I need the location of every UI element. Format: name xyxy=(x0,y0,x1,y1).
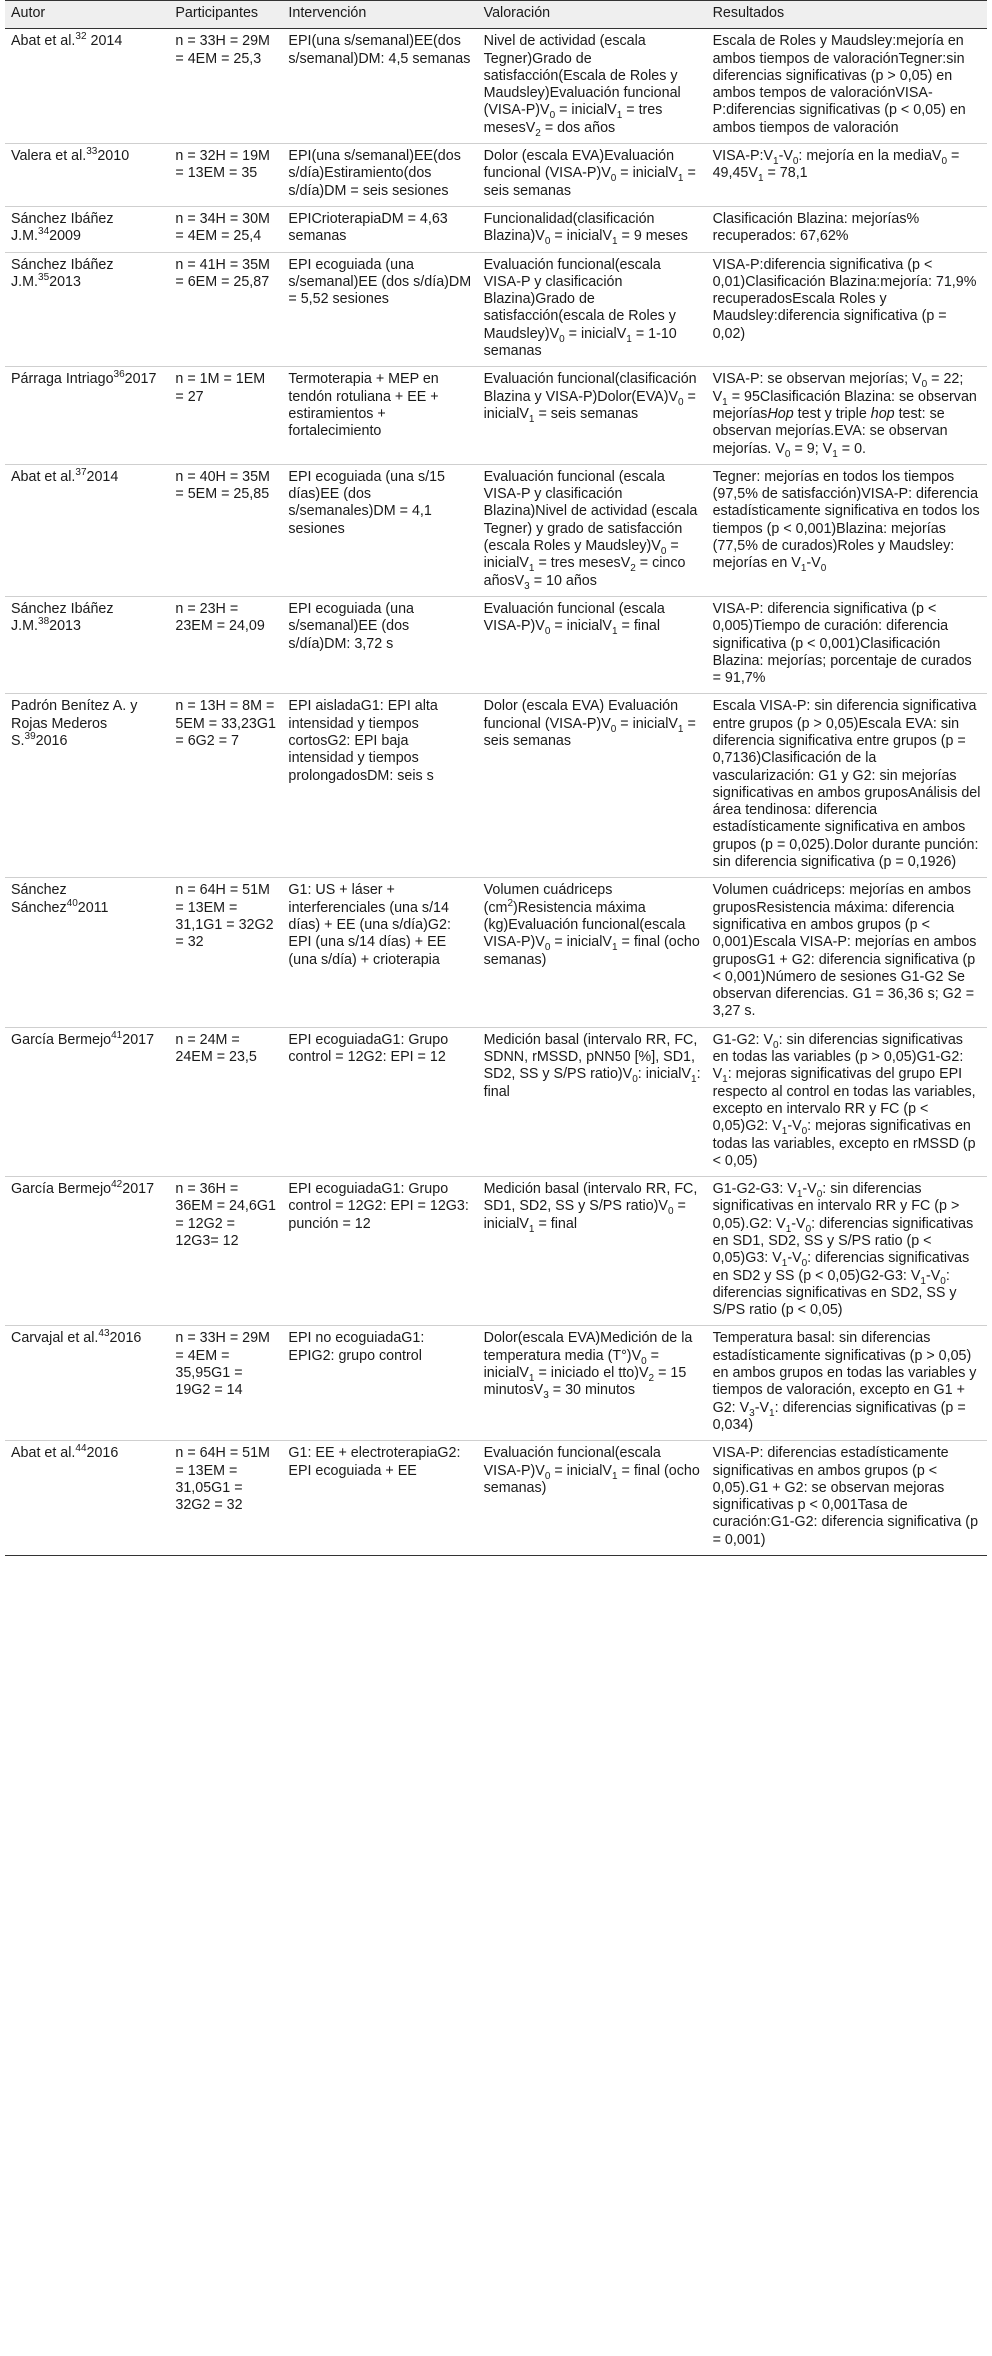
cell-valoracion: Dolor (escala EVA)Evaluación funcional $(VISA-P)V_0$ = inicialV$_1$ = seis semanas xyxy=(478,144,707,207)
cell-resultados: Escala VISA-P: sin diferencia significativa entre grupos (p > 0,05)Escala EVA: sin diferencia significativa entre grupos (p = 0,7136)Clasificación de la vascularización: G1 y G2: sin mejorías significativas en ambos gruposAnálisis del área tendinosa: diferencia estadísticamente significativa en ambos grupos (p = 0,025).Dolor durante punción: sin diferencia significativa (p = 0,1926) xyxy=(707,694,987,878)
cell-autor: Sánchez Ibáñez J.M.$^{35}$2013 xyxy=(5,252,169,367)
cell-participantes: n = 33H = 29M = 4EM = 35,95G1 = 19G2 = 14 xyxy=(169,1326,282,1441)
header-participantes: Participantes xyxy=(169,1,282,29)
cell-valoracion: Dolor(escala EVA)Medición de la temperatura media $(T^\circ)V_0$ = inicialV$_1$ = iniciado el $tto)V_2 = 15$ minutosV$_3$ = 30 minutos xyxy=(478,1326,707,1441)
cell-autor: Abat et al.$^{37}$2014 xyxy=(5,464,169,596)
table-body xyxy=(5,29,987,1556)
table-header-row xyxy=(5,1,987,29)
cell-resultados: Volumen cuádriceps: mejorías en ambos gruposResistencia máxima: diferencia significativa en ambos grupos (p < 0,001)Escala VISA-P: mejorías en ambos gruposG1 + G2: diferencia significativa (p < 0,001)Número de sesiones G1-G2 Se observan diferencias. G1 = 36,36 s; G2 = 3,27 s. xyxy=(707,878,987,1027)
cell-autor: García Bermejo$^{41}$2017 xyxy=(5,1027,169,1176)
cell-valoracion: Evaluación funcional(escala VISA-$P)V_0$ = inicialV$_1$ = final (ocho semanas) xyxy=(478,1441,707,1556)
cell-intervencion: EPI(una s/semanal)EE(dos s/día)Estiramiento(dos s/día)DM = seis sesiones xyxy=(282,144,477,207)
cell-intervencion: EPI no ecoguiadaG1: EPIG2: grupo control xyxy=(282,1326,477,1441)
cell-valoracion: Medición basal (intervalo RR, FC, SDNN, rMSSD, pNN50 [%], SD1, SD2, SS y S/PS $ratio)V_0$: inicialV$_1$: final xyxy=(478,1027,707,1176)
table-row xyxy=(5,1326,987,1441)
cell-valoracion: Evaluación funcional(escala VISA-P y clasificación Blazina)Grado de satisfacción(escala de Roles y $Maudsley)V_0$ = inicialV$_1$ = 1-10 semanas xyxy=(478,252,707,367)
cell-intervencion: G1: US + láser + interferenciales (una s/14 días) + EE (una s/día)G2: EPI (una s/14 días) + EE (una s/día) + crioterapia xyxy=(282,878,477,1027)
cell-resultados: G1-G2: $V_0$: sin diferencias significativas en todas las variables (p > 0,05)G1-G2: $V_1$: mejoras significativas del grupo EPI respecto al control en todas las variables, excepto en intervalo RR y FC (p < 0,05)G2: $V_1-V_0$: mejoras significativas en todas las variables, excepto en rMSSD (p < 0,05) xyxy=(707,1027,987,1176)
cell-resultados: VISA-P:diferencia significativa (p < 0,01)Clasificación Blazina:mejoría: 71,9% recuperadosEscala Roles y Maudsley:diferencia significativa (p = 0,02) xyxy=(707,252,987,367)
results-table xyxy=(5,0,987,1556)
cell-resultados: Temperatura basal: sin diferencias estadísticamente significativas (p > 0,05) en ambos grupos en todas las variables y tiempos de valoración, excepto en G1 + G2: $V_3-V_1$: diferencias significativas (p = 0,034) xyxy=(707,1326,987,1441)
table-row xyxy=(5,464,987,596)
cell-valoracion: Medición basal (intervalo RR, FC, SD1, SD2, SS y S/PS $ratio)V_0$ = inicialV$_1$ = final xyxy=(478,1177,707,1326)
cell-resultados: Escala de Roles y Maudsley:mejoría en ambos tiempos de valoraciónTegner:sin diferencias significativas (p > 0,05) en ambos tempos de valoraciónVISA-P:diferencias significativas (p < 0,05) en ambos tiempos de valoración xyxy=(707,29,987,144)
table-row xyxy=(5,1441,987,1556)
cell-participantes: n = 64H = 51M = 13EM = 31,1G1 = 32G2 = 32 xyxy=(169,878,282,1027)
cell-participantes: n = 33H = 29M = 4EM = 25,3 xyxy=(169,29,282,144)
cell-intervencion: G1: EE + electroterapiaG2: EPI ecoguiada + EE xyxy=(282,1441,477,1556)
cell-intervencion: EPI aisladaG1: EPI alta intensidad y tiempos cortosG2: EPI baja intensidad y tiempos prolongadosDM: seis s xyxy=(282,694,477,878)
cell-participantes: n = 13H = 8M = 5EM = 33,23G1 = 6G2 = 7 xyxy=(169,694,282,878)
cell-resultados: VISA-P: se observan mejorías; $V_0 = 22$; $V_1$ = 95Clasificación Blazina: se observan mejoríasHop test y triple hop test: se observan mejorías.EVA: se observan mejorías. $V_0 = 9$; $V_1 = 0$. xyxy=(707,367,987,464)
cell-participantes: n = 1M = 1EM = 27 xyxy=(169,367,282,464)
cell-intervencion: EPI ecoguiada (una s/semanal)EE (dos s/día)DM: 3,72 s xyxy=(282,596,477,693)
cell-resultados: G1-G2-G3: $V_1-V_0$: sin diferencias significativas en intervalo RR y FC (p > 0,05).G2: $V_1-V_0$: diferencias significativas en SD1, SD2, SS y S/PS ratio (p < 0,05)G3: $V_1-V_0$: diferencias significativas en SD2 y SS (p < 0,05)G2-G3: $V_1-V_0$: diferencias significativas en SD2, SS y S/PS ratio (p < 0,05) xyxy=(707,1177,987,1326)
cell-intervencion: EPICrioterapiaDM = 4,63 semanas xyxy=(282,206,477,252)
cell-resultados: VISA-P: diferencia significativa (p < 0,005)Tiempo de curación: diferencia significativa (p < 0,001)Clasificación Blazina: mejorías; porcentaje de curados = 91,7% xyxy=(707,596,987,693)
table-row xyxy=(5,694,987,878)
header-autor: Autor xyxy=(5,1,169,29)
cell-resultados: VISA-$P:V_1-V_0$: mejoría en la mediaV$_0$ = $49,45V_1 = 78,1$ xyxy=(707,144,987,207)
cell-participantes: n = 34H = 30M = 4EM = 25,4 xyxy=(169,206,282,252)
table-row xyxy=(5,878,987,1027)
cell-participantes: n = 23H = 23EM = 24,09 xyxy=(169,596,282,693)
cell-valoracion: Evaluación funcional (escala VISA-$P)V_0$ = inicialV$_1$ = final xyxy=(478,596,707,693)
cell-autor: Padrón Benítez A. y Rojas Mederos S.$^{39}$2016 xyxy=(5,694,169,878)
cell-autor: Valera et al.$^{33}$2010 xyxy=(5,144,169,207)
cell-intervencion: Termoterapia + MEP en tendón rotuliana + EE + estiramientos + fortalecimiento xyxy=(282,367,477,464)
cell-autor: Sánchez Ibáñez J.M.$^{34}$2009 xyxy=(5,206,169,252)
cell-autor: Abat et al.$^{44}$2016 xyxy=(5,1441,169,1556)
cell-participantes: n = 36H = 36EM = 24,6G1 = 12G2 = 12G3= 12 xyxy=(169,1177,282,1326)
header-valoracion: Valoración xyxy=(478,1,707,29)
cell-autor: Abat et al.$^{32}$ 2014 xyxy=(5,29,169,144)
table-row xyxy=(5,206,987,252)
table-row xyxy=(5,596,987,693)
cell-resultados: VISA-P: diferencias estadísticamente significativas en ambos grupos (p < 0,05).G1 + G2: se observan mejoras significativas p < 0,001Tasa de curación:G1-G2: diferencia significativa (p = 0,001) xyxy=(707,1441,987,1556)
cell-intervencion: EPI ecoguiadaG1: Grupo control = 12G2: EPI = 12 xyxy=(282,1027,477,1176)
cell-autor: Sánchez Sánchez$^{40}$2011 xyxy=(5,878,169,1027)
cell-autor: Párraga Intriago$^{36}$2017 xyxy=(5,367,169,464)
cell-participantes: n = 40H = 35M = 5EM = 25,85 xyxy=(169,464,282,596)
header-intervencion: Intervención xyxy=(282,1,477,29)
table-row xyxy=(5,29,987,144)
cell-autor: García Bermejo$^{42}$2017 xyxy=(5,1177,169,1326)
cell-intervencion: EPI ecoguiada (una s/semanal)EE (dos s/día)DM = 5,52 sesiones xyxy=(282,252,477,367)
cell-valoracion: Funcionalidad(clasificación $Blazina)V_0$ = inicialV$_1$ = 9 meses xyxy=(478,206,707,252)
cell-intervencion: EPI ecoguiada (una s/15 días)EE (dos s/semanales)DM = 4,1 sesiones xyxy=(282,464,477,596)
cell-participantes: n = 24M = 24EM = 23,5 xyxy=(169,1027,282,1176)
cell-resultados: Clasificación Blazina: mejorías% recuperados: 67,62% xyxy=(707,206,987,252)
cell-valoracion: Nivel de actividad (escala Tegner)Grado de satisfacción(Escala de Roles y Maudsley)Evaluación funcional $(VISA-P)V_0$ = inicialV$_1$ = tres mesesV$_2$ = dos años xyxy=(478,29,707,144)
cell-participantes: n = 32H = 19M = 13EM = 35 xyxy=(169,144,282,207)
cell-valoracion: Dolor (escala EVA) Evaluación funcional $(VISA-P)V_0$ = inicialV$_1$ = seis semanas xyxy=(478,694,707,878)
cell-autor: Sánchez Ibáñez J.M.$^{38}$2013 xyxy=(5,596,169,693)
cell-intervencion: EPI ecoguiadaG1: Grupo control = 12G2: EPI = 12G3: punción = 12 xyxy=(282,1177,477,1326)
header-resultados: Resultados xyxy=(707,1,987,29)
table-row xyxy=(5,144,987,207)
cell-valoracion: Evaluación funcional(clasificación Blazina y VISA-$P)Dolor(EVA)V_0$ = inicialV$_1$ = seis semanas xyxy=(478,367,707,464)
cell-intervencion: EPI(una s/semanal)EE(dos s/semanal)DM: 4,5 semanas xyxy=(282,29,477,144)
cell-autor: Carvajal et al.$^{43}$2016 xyxy=(5,1326,169,1441)
table-row xyxy=(5,1027,987,1176)
cell-participantes: n = 41H = 35M = 6EM = 25,87 xyxy=(169,252,282,367)
table-row xyxy=(5,367,987,464)
cell-resultados: Tegner: mejorías en todos los tiempos (97,5% de satisfacción)VISA-P: diferencia estadísticamente significativa en todos los tiempos (p < 0,001)Blazina: mejorías (77,5% de curados)Roles y Maudsley: mejorías en $V_1-V_0$ xyxy=(707,464,987,596)
cell-participantes: n = 64H = 51M = 13EM = 31,05G1 = 32G2 = 32 xyxy=(169,1441,282,1556)
cell-valoracion: Volumen cuádriceps $(cm^2)Resistencia$ máxima (kg)Evaluación funcional(escala VISA-$P)V_0$ = inicialV$_1$ = final (ocho semanas) xyxy=(478,878,707,1027)
cell-valoracion: Evaluación funcional (escala VISA-P y clasificación Blazina)Nivel de actividad (escala Tegner) y grado de satisfacción (escala Roles y $Maudsley)V_0$ = inicialV$_1$ = tres mesesV$_2$ = cinco añosV$_3$ = 10 años xyxy=(478,464,707,596)
table-row xyxy=(5,252,987,367)
table-row xyxy=(5,1177,987,1326)
